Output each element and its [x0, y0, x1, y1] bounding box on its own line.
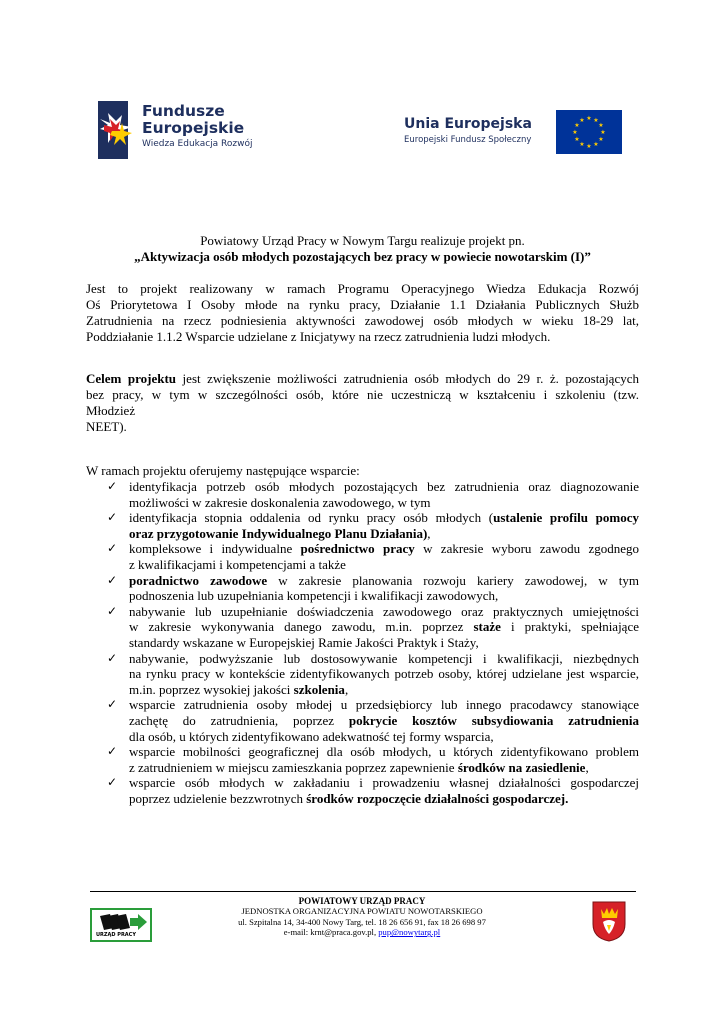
paragraph1-line: Oś Priorytetowa I Osoby młode na rynku pracy, Działanie 1.1 Działania Publicznych Służb: [86, 297, 639, 312]
checkmark-icon: ✓: [107, 650, 118, 665]
fe-title-line2: Europejskie: [142, 119, 245, 137]
item-text-part: identyfikacja stopnia oddalenia od rynku pracy osób młodych (: [129, 510, 494, 526]
item-text-part: w zakresie planowania rozwoju kariery zawodowej, w tym: [267, 572, 640, 588]
list-item: [107, 510, 639, 541]
svg-text:★: ★: [586, 143, 592, 150]
ue-title: Unia Europejska: [404, 116, 532, 132]
paragraph2-line: bez pracy, w tym w szczególności osób, które nie uczestniczą w kształceniu i szkoleniu (tzw.: [86, 387, 639, 402]
item-bold: szkolenia: [293, 681, 345, 697]
svg-text:★: ★: [579, 141, 585, 148]
item-bold: pośrednictwo pracy: [300, 541, 415, 557]
svg-text:★: ★: [574, 122, 580, 129]
svg-text:★: ★: [600, 129, 606, 136]
email-link[interactable]: pup@nowytarg.pl: [378, 927, 441, 938]
checkmark-icon: ✓: [107, 572, 118, 587]
svg-text:★: ★: [593, 117, 599, 124]
item-bold: staże: [473, 619, 501, 635]
checkmark-icon: ✓: [107, 775, 118, 790]
coat-of-arms-icon: [591, 900, 627, 942]
item-text: [129, 713, 639, 729]
svg-text:★: ★: [586, 115, 592, 122]
item-text: [129, 526, 639, 542]
item-text: nabywanie lub uzupełnianie doświadczenia zawodowego oraz praktycznych umiejętności: [129, 603, 639, 619]
list-item: [107, 775, 639, 806]
item-text-part: w zakresie wyboru zawodu zgodnego: [414, 541, 639, 557]
item-text: możliwości w zakresie doskonalenia zawodowego, w tym: [129, 494, 431, 510]
item-text: na rynku pracy w kontekście zidentyfikowanych potrzeb osoby, której udzielane jest wsparcie,: [129, 666, 639, 682]
item-text: standardy wskazane w Europejskiej Ramie Jakości Praktyk i Staży,: [129, 634, 479, 650]
item-text: [129, 791, 639, 807]
item-text-part: z zatrudnieniem w miejscu zamieszkania poprzez zapewnienie: [129, 759, 458, 775]
paragraph1-line: Zatrudnienia na rzecz podniesienia aktywności zawodowej osób młodych w wieku 18-29 lat,: [86, 313, 639, 328]
urzad-pracy-logo: [90, 908, 152, 942]
intro-line: Powiatowy Urząd Pracy w Nowym Targu realizuje projekt pn.: [200, 233, 525, 248]
fundusze-europejskie-emblem-icon: [98, 101, 136, 159]
svg-text:★: ★: [598, 136, 604, 143]
svg-text:★: ★: [574, 136, 580, 143]
item-text-part: kompleksowe i indywidualne: [129, 541, 301, 557]
checkmark-icon: ✓: [107, 697, 118, 712]
item-text: identyfikacja potrzeb osób młodych pozostających bez zatrudnienia oraz diagnozowanie: [129, 479, 639, 494]
footer-title: POWIATOWY URZĄD PRACY: [298, 896, 426, 906]
item-text: [129, 510, 639, 526]
item-text-part: ,: [427, 525, 431, 541]
footer-contact: [180, 896, 544, 938]
item-text-part: ,: [344, 681, 349, 697]
paragraph2-line: [86, 371, 639, 387]
item-text: [129, 619, 639, 635]
paragraph2-line: NEET).: [86, 419, 127, 434]
svg-text:★: ★: [572, 129, 578, 136]
footer-email: [180, 927, 544, 937]
paragraph2-line: Młodzież: [86, 403, 136, 418]
item-text-part: zachętę do zatrudnienia, poprzez: [129, 712, 349, 728]
checkmark-icon: ✓: [107, 744, 118, 759]
footer-address: ul. Szpitalna 14, 34-400 Nowy Targ, tel. 18 26 656 91, fax 18 26 698 97: [238, 916, 486, 927]
list-item: [107, 697, 639, 744]
project-description: [86, 281, 639, 345]
item-bold: pokrycie kosztów subsydiowania zatrudnienia: [348, 712, 639, 728]
item-text: podnoszenia lub uzupełniania kompetencji i kwalifikacji zawodowych,: [129, 588, 499, 604]
item-bold: poradnictwo zawodowe: [129, 572, 268, 588]
item-text: [129, 760, 639, 776]
checkmark-icon: ✓: [107, 479, 118, 493]
checkmark-icon: ✓: [107, 510, 118, 525]
support-list: [107, 479, 639, 806]
item-text: wsparcie zatrudnienia osoby młodej u przedsiębiorcy lub innego pracodawcy stanowiące: [129, 697, 639, 713]
list-item: [107, 651, 639, 698]
svg-text:★: ★: [579, 117, 585, 124]
item-text: wsparcie mobilności geograficznej dla osób młodych, u których zidentyfikowano problem: [129, 744, 639, 760]
item-text: wsparcie osób młodych w zakładaniu i prowadzeniu własnej działalności gospodarczej: [129, 775, 639, 791]
paragraph1-line: Poddziałanie 1.1.2 Wsparcie udzielane z Inicjatywy na rzecz zatrudnienia ludzi młodych.: [86, 329, 551, 344]
list-item: [107, 604, 639, 651]
ue-subtitle: Europejski Fundusz Społeczny: [404, 135, 532, 145]
goal-bold-lead: Celem projektu: [86, 371, 177, 386]
item-bold: środków rozpoczęcie działalności gospodarczej.: [306, 790, 569, 806]
project-goal: [86, 371, 639, 435]
footer-email-prefix: e-mail: krnt@praca.gov.pl,: [283, 927, 379, 938]
item-text-part: m.in. poprzez wysokiej jakości: [129, 681, 294, 697]
svg-text:★: ★: [593, 141, 599, 148]
list-item: [107, 744, 639, 775]
paragraph1-line: Jest to projekt realizowany w ramach Programu Operacyjnego Wiedza Edukacja Rozwój: [86, 281, 639, 296]
item-text-part: i praktyki, spełniające: [500, 619, 639, 635]
item-text: [129, 573, 639, 589]
item-text: dla osób, u których zidentyfikowano adekwatność tej formy wsparcia,: [129, 728, 494, 744]
item-text-part: w zakresie wykonywania danego zawodu, m.in. poprzez: [129, 619, 474, 635]
item-bold: oraz przygotowanie Indywidualnego Planu Działania): [129, 525, 428, 541]
urzad-pracy-logo-label: URZĄD PRACY: [96, 932, 136, 938]
item-text: z kwalifikacjami i kompetencjami a także: [129, 556, 346, 572]
support-intro: W ramach projektu oferujemy następujące wsparcie:: [86, 463, 360, 478]
item-bold: środków na zasiedlenie: [457, 759, 586, 775]
item-text: nabywanie, podwyższanie lub dostosowywanie kompetencji i kwalifikacji, niezbędnych: [129, 650, 639, 666]
footer-divider: [90, 891, 636, 892]
project-title: „Aktywizacja osób młodych pozostających bez pracy w powiecie nowotarskim (I)”: [134, 249, 591, 264]
checkmark-icon: ✓: [107, 541, 118, 556]
goal-line-rest: jest zwiększenie możliwości zatrudnienia osób młodych do 29 r. ż. pozostających: [176, 371, 639, 386]
list-item: [107, 573, 639, 604]
item-bold: ustalenie profilu pomocy: [493, 510, 639, 526]
item-text: [129, 541, 639, 557]
list-item: [107, 479, 639, 510]
checkmark-icon: ✓: [107, 603, 118, 618]
svg-text:★: ★: [598, 122, 604, 129]
unia-europejska-logo: [404, 110, 624, 155]
item-text-part: poprzez udzielenie bezzwrotnych: [129, 790, 307, 806]
fundusze-europejskie-logo: [98, 101, 278, 161]
fe-subtitle: Wiedza Edukacja Rozwój: [142, 139, 253, 149]
fe-title-line1: Fundusze: [142, 102, 225, 120]
item-text-part: ,: [585, 759, 589, 775]
list-item: [107, 541, 639, 572]
eu-flag-icon: [556, 110, 622, 154]
item-text: [129, 682, 639, 698]
footer-org: JEDNOSTKA ORGANIZACYJNA POWIATU NOWOTARSKIEGO: [241, 906, 483, 917]
